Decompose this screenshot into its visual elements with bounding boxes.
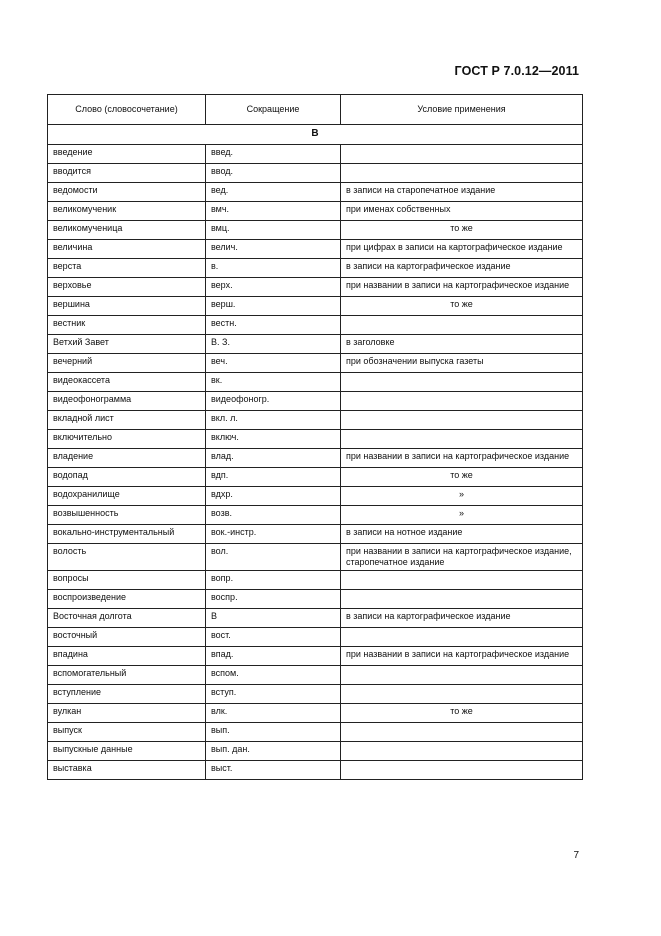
table-row <box>48 647 583 666</box>
word-cell: Восточная долгота <box>48 609 206 628</box>
abbreviation-cell: вдхр. <box>206 487 341 506</box>
page-number: 7 <box>573 850 579 861</box>
table-row <box>48 316 583 335</box>
word-cell: видеофонограмма <box>48 392 206 411</box>
table-row <box>48 525 583 544</box>
word-cell: возвышенность <box>48 506 206 525</box>
abbreviation-cell: вып. <box>206 723 341 742</box>
table-row <box>48 430 583 449</box>
table-row <box>48 590 583 609</box>
condition-cell <box>341 590 583 609</box>
table-header-row <box>48 95 583 125</box>
condition-cell: при названии в записи на картографическое издание <box>341 449 583 468</box>
document-code: ГОСТ Р 7.0.12—2011 <box>454 64 579 78</box>
table-row <box>48 278 583 297</box>
word-cell: вокально-инструментальный <box>48 525 206 544</box>
condition-cell: то же <box>341 221 583 240</box>
table-row <box>48 354 583 373</box>
table-row <box>48 468 583 487</box>
abbreviation-cell: возв. <box>206 506 341 525</box>
word-cell: великомученица <box>48 221 206 240</box>
table-row <box>48 259 583 278</box>
word-cell: воспроизведение <box>48 590 206 609</box>
table-row <box>48 628 583 647</box>
abbreviation-cell: верш. <box>206 297 341 316</box>
condition-cell <box>341 145 583 164</box>
condition-cell <box>341 316 583 335</box>
word-cell: волость <box>48 544 206 571</box>
abbreviation-cell: верх. <box>206 278 341 297</box>
condition-cell: при названии в записи на картографическое издание, старопечатное издание <box>341 544 583 571</box>
condition-cell <box>341 411 583 430</box>
condition-cell: при названии в записи на картографическое издание <box>341 278 583 297</box>
word-cell: верховье <box>48 278 206 297</box>
table-row <box>48 685 583 704</box>
condition-cell <box>341 373 583 392</box>
abbreviation-cell: вмц. <box>206 221 341 240</box>
word-cell: вечерний <box>48 354 206 373</box>
word-cell: Ветхий Завет <box>48 335 206 354</box>
word-cell: впадина <box>48 647 206 666</box>
word-cell: выпуск <box>48 723 206 742</box>
table-row <box>48 297 583 316</box>
abbreviation-cell: влад. <box>206 449 341 468</box>
condition-cell: в записи на картографическое издание <box>341 259 583 278</box>
table-row <box>48 392 583 411</box>
condition-cell: в записи на нотное издание <box>341 525 583 544</box>
table-row <box>48 487 583 506</box>
word-cell: вестник <box>48 316 206 335</box>
abbreviation-cell: вол. <box>206 544 341 571</box>
word-cell: водопад <box>48 468 206 487</box>
abbreviation-cell: в. <box>206 259 341 278</box>
word-cell: владение <box>48 449 206 468</box>
condition-cell: » <box>341 487 583 506</box>
abbreviation-cell: вк. <box>206 373 341 392</box>
table-row <box>48 240 583 259</box>
table-row <box>48 335 583 354</box>
abbreviation-cell: видеофоногр. <box>206 392 341 411</box>
abbreviation-cell: вспом. <box>206 666 341 685</box>
condition-cell: при обозначении выпуска газеты <box>341 354 583 373</box>
condition-cell: » <box>341 506 583 525</box>
condition-cell <box>341 571 583 590</box>
table-row <box>48 164 583 183</box>
condition-cell <box>341 392 583 411</box>
table-row <box>48 183 583 202</box>
word-cell: вводится <box>48 164 206 183</box>
abbreviation-cell: вопр. <box>206 571 341 590</box>
condition-cell: то же <box>341 297 583 316</box>
column-header-word: Слово (словосочетание) <box>48 95 206 125</box>
word-cell: великомученик <box>48 202 206 221</box>
abbreviation-cell: вып. дан. <box>206 742 341 761</box>
word-cell: выпускные данные <box>48 742 206 761</box>
condition-cell: то же <box>341 468 583 487</box>
condition-cell: в записи на картографическое издание <box>341 609 583 628</box>
table-row <box>48 373 583 392</box>
word-cell: восточный <box>48 628 206 647</box>
abbreviation-cell: влк. <box>206 704 341 723</box>
abbreviation-cell: вкл. л. <box>206 411 341 430</box>
word-cell: величина <box>48 240 206 259</box>
abbreviation-cell: впад. <box>206 647 341 666</box>
section-letter: В <box>48 125 583 145</box>
abbreviation-cell: выст. <box>206 761 341 780</box>
abbreviation-cell: включ. <box>206 430 341 449</box>
word-cell: включительно <box>48 430 206 449</box>
condition-cell: в записи на старопечатное издание <box>341 183 583 202</box>
word-cell: введение <box>48 145 206 164</box>
word-cell: верста <box>48 259 206 278</box>
table-row <box>48 411 583 430</box>
word-cell: ведомости <box>48 183 206 202</box>
abbreviation-cell: вед. <box>206 183 341 202</box>
table-row <box>48 742 583 761</box>
condition-cell <box>341 430 583 449</box>
table-row <box>48 449 583 468</box>
abbreviation-cell: вок.-инстр. <box>206 525 341 544</box>
condition-cell <box>341 742 583 761</box>
abbreviation-cell: В <box>206 609 341 628</box>
table-row <box>48 723 583 742</box>
abbreviation-cell: вмч. <box>206 202 341 221</box>
abbreviation-cell: В. З. <box>206 335 341 354</box>
condition-cell: при именах собственных <box>341 202 583 221</box>
table-row <box>48 761 583 780</box>
word-cell: вступление <box>48 685 206 704</box>
abbreviation-cell: вестн. <box>206 316 341 335</box>
column-header-condition: Условие применения <box>341 95 583 125</box>
table-row <box>48 704 583 723</box>
condition-cell: при цифрах в записи на картографическое издание <box>341 240 583 259</box>
word-cell: вспомогательный <box>48 666 206 685</box>
condition-cell: в заголовке <box>341 335 583 354</box>
word-cell: выставка <box>48 761 206 780</box>
word-cell: вопросы <box>48 571 206 590</box>
abbreviation-cell: введ. <box>206 145 341 164</box>
abbreviation-cell: ввод. <box>206 164 341 183</box>
word-cell: видеокассета <box>48 373 206 392</box>
abbreviation-cell: вдп. <box>206 468 341 487</box>
abbreviation-cell: вост. <box>206 628 341 647</box>
abbreviation-cell: велич. <box>206 240 341 259</box>
table-row <box>48 571 583 590</box>
word-cell: вулкан <box>48 704 206 723</box>
word-cell: вершина <box>48 297 206 316</box>
table-row <box>48 506 583 525</box>
condition-cell: то же <box>341 704 583 723</box>
table-row <box>48 666 583 685</box>
word-cell: вкладной лист <box>48 411 206 430</box>
abbreviation-cell: вступ. <box>206 685 341 704</box>
condition-cell <box>341 685 583 704</box>
table-row <box>48 221 583 240</box>
table-row <box>48 145 583 164</box>
abbreviations-table <box>47 94 583 780</box>
condition-cell <box>341 666 583 685</box>
condition-cell <box>341 628 583 647</box>
condition-cell <box>341 164 583 183</box>
condition-cell <box>341 761 583 780</box>
condition-cell: при названии в записи на картографическое издание <box>341 647 583 666</box>
table-row <box>48 202 583 221</box>
column-header-abbreviation: Сокращение <box>206 95 341 125</box>
table-row <box>48 544 583 571</box>
condition-cell <box>341 723 583 742</box>
table-row <box>48 609 583 628</box>
abbreviation-cell: воспр. <box>206 590 341 609</box>
abbreviation-cell: веч. <box>206 354 341 373</box>
word-cell: водохранилище <box>48 487 206 506</box>
letter-section-row <box>48 125 583 145</box>
